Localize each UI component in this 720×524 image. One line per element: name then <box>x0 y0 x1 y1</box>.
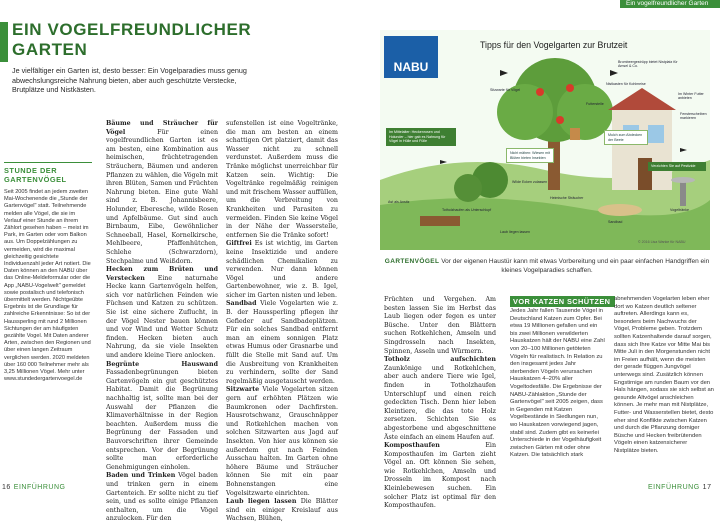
page-number-left: 16 <box>2 484 11 491</box>
title-line-2: GARTEN <box>12 40 88 59</box>
sidebar-heading <box>4 166 92 184</box>
paragraph-text: Es ist wichtig, im Garten keine Insektizide und andere schädlichen Chemikalien zu verwenden. Nur dann können Vögel und andere Gartenbewohner, wie z. B. Igel, sicher im Garten nisten und leben. <box>226 240 338 299</box>
caption-text: Vor der eigenen Haustür kann mit etwas Vorbereitung und ein paar einfachen Handgriffen ein kleines Vogelparadies schaffen. <box>439 258 710 274</box>
graphic-credit: © 2016 Lisa Wanke für NABU <box>638 240 686 244</box>
sidebar-text: Seit 2005 findet an jedem zweiten Mai-Wochenende die „Stunde der Gartenvögel" statt. Teilnehmende melden alle Vögel, die sie im Verlauf einer Stunde an ihrem Zählort gesehen haben – meist im Park, im Garten oder vom Balkon aus. Um Doppelzählungen zu vermeiden, wird die maximal gleichzeitig gesichtete Individuenzahl jeder Art notiert. Die Daten können an den NABU über das Online-Meldeformular oder die App „NABU-Vogelwelt" gemeldet sowie postalisch und telefonisch übermittelt werden. Nichtgeübte Ergebnis ist die Grundlage für zahlreiche Erkenntnisse: So ist der Haussperling mit rund 2 Millionen Sichtungen der am häufigsten gezählte Vogel. Mit Daten anderer Arten, zwischen den Regionen und über einen langen Zeitraum verglichen werden. 2020 meldeten über 160 000 Teilnehmer mehr als 3,25 Millionen Vögel. Mehr unter www.stundedergartenvoegel.de <box>4 189 91 383</box>
paragraph <box>384 296 496 356</box>
paragraph-text: Vögel baden und trinken gern in einem Gartenteich. Er sollte nicht zu tief sein, und es sollte einige Pflanzen enthalten, um die Vögel anzulocken. Für den <box>106 472 218 523</box>
paragraph <box>226 300 338 386</box>
katzen-text-right: abnehmenden Vogelarten leben eher dort wo Katzen deutlich seltener auftreten. Allerdings kann es, besonders beim Nachwuchs der Vögel, Probleme geben. Trotzdem sollten Katzenhaltende darauf sorgen, dass sich Ihre Katze vor Mitte Mai bis Mitte Juli in den Morgenstunden nicht im Freien aufhält, wenn die meisten der gerade flüggen Jungvögel unterwegs sind. Zusätzlich können Engstirnige am runden Baum vor den Hals hängen, sodass sie sich selbst an gesunde Altvögel anschleichen können. Je mehr man mit Nistplätze, Futter- und Wasserstellen bietet, desto eher sind Konflikte zwischen Katzen und durch die Pflanzung dorniger Büsche und Hecken freibrütenden Vögeln einen katzensicherer Nistplätze bieten. <box>614 296 714 454</box>
column-3 <box>384 296 496 511</box>
sidebar-heading-line-2: GARTENVÖGEL <box>4 175 67 184</box>
paragraph-lead: Sitzwarte <box>226 386 260 394</box>
label-wildeecken: Wilde Ecken zulassen <box>512 180 548 184</box>
paragraph-text: Viele Vogelarten wie z. B. der Haussperling pflegen ihr Gefieder auf Sandbadeplätzen. Für ein solches Sandbad entfernt man an einem sonnigen Platz etwas Humus oder Grasnarbe und füllt die Stelle mit Sand auf. Um die Ausbreitung von Krankheiten zu verhindern, sollte der Sand regelmäßig ausgetauscht werden. <box>226 300 338 385</box>
paragraph <box>106 472 218 524</box>
paragraph-lead: Sandbad <box>226 300 257 308</box>
paragraph <box>384 356 496 442</box>
footer-left <box>2 484 65 491</box>
graphic-caption <box>384 258 710 275</box>
column-1 <box>106 120 218 524</box>
label-nistkasten: Nistkasten für Kohlmeise <box>606 82 646 86</box>
paragraph-lead: Baden und Trinken <box>106 472 176 480</box>
katzen-text-left: Jedes Jahr fallen Tausende Vögel in Deutschland Katzen zum Opfer. Bei etwa 19 Millionen gefallen und ein bis zwei Millionen verwilderten Hauskatzen hält der NABU eine Zahl von 20–100 Millionen getöteten Vögeln für realistisch. In Relation zu den insgesamt jedes Jahr sterbenden Vögeln verursachen Hauskatzen 4–20% aller Vogeltodesfälle. Die Ergebnisse der NABU-Zählaktion „Stunde der Gartenvögel" seit 2005 zeigen, dass in Gegenden mit Katzen Vogelbestände in Siedlungen nun, wo Hauskatzen vorwiegend jagen, stabil sind. Zudem gibt es keinerlei Unterschiede in der Vogelhäufigkeit zwischen Gärten mit oder ohne Katzen. Die tatsächlich stark <box>510 308 605 459</box>
paragraph-lead: Giftfrei <box>226 240 252 248</box>
info-box-pestizide: Verzichten Sie auf Pestizide <box>648 162 706 171</box>
label-winterfutter: Im Winter Futter anbieten <box>678 92 704 101</box>
intro-paragraph: Je vielfältiger ein Garten ist, desto besser: Ein Vogelparadies muss genug abwechslungsreiche Nahrung bieten, aber auch geschützte Verstecke, Brutplätze und Nistkästen. <box>12 66 247 94</box>
paragraph <box>106 361 218 473</box>
paragraph <box>106 266 218 361</box>
label-laub: Laub liegen lassen <box>500 230 530 234</box>
sidebar-rule <box>4 162 92 163</box>
graphic-title: Tipps für den Vogelgarten zur Brutzeit <box>480 40 628 50</box>
title-line-1: EIN VOGELFREUNDLICHER <box>12 20 252 39</box>
info-box-wiesen: Nicht mähen: Wiesen mit Blüten bieten Insekten <box>506 148 554 163</box>
running-header: Ein vogelfreundlicher Garten <box>626 0 709 7</box>
label-totholz: Totholzhaufen als Unterschlupf <box>442 208 492 212</box>
bird-garden-graphic <box>380 30 710 250</box>
label-traenke: Vogeltränke <box>670 208 689 212</box>
footer-label-right: EINFÜHRUNG <box>648 484 700 491</box>
sidebar-heading-line-1: STUNDE DER <box>4 166 58 175</box>
paragraph-text: Früchten und Vergehen. Am besten lassen Sie im Herbst das Laub liegen oder fegen es unter Büsche. Unter den Blättern suchen Rotkehlchen, Amseln und Singdrosseln nach Insekten, Spinnen, Asseln und Würmern. <box>384 296 496 355</box>
label-sandbad: Sandbad <box>608 220 623 224</box>
paragraph-text: Fassadenbegrünungen bieten Gartenvögeln ein gut geschütztes Habitat. Damit die Begrünung nachhaltig ist, sollte man bei der Auswahl der Pflanzen die Klimaverhältnisse in der Region beachten. Außerdem muss die Begrünung der Fassaden und Bauvorschriften ihrer Gemeinde entsprechen. Vor der Begrünung sollte man erforderliche Genehmigungen einholen. <box>106 369 218 471</box>
label-ast: Ast als Ansitz <box>388 200 410 204</box>
page-title <box>12 20 312 60</box>
paragraph <box>106 120 218 266</box>
page-number-right: 17 <box>702 484 712 491</box>
paragraph-text: Zaunkönige und Rotkehlchen, aber auch andere Tiere wie Igel, finden in Totholzhaufen Unterschlupf und einen reich gedeckten Tisch. Denn hier leben Kleintiere, die das tote Holz zersetzen. Schichten Sie es abgestorbene und abgeschnittene Äste einfach an einem Haufen auf. <box>384 364 496 441</box>
paragraph <box>226 120 338 240</box>
sidebar-box <box>4 166 92 383</box>
paragraph-lead: Laub liegen lassen <box>226 498 297 506</box>
paragraph-text: sufenstellen ist eine Vogeltränke, die man am besten an einem schattigen Ort platziert, damit das Wasser nicht zu schnell verdunstet. Außerdem muss die Tränke möglichst unerreichbar für Katzen sein. Wichtig: Die Vogeltränke regelmäßig reinigen und mit frischem Wasser auffüllen, um die Verbreitung von Krankheiten und Parasiten zu vermeiden. Finden Sie keine Vögel in der Nähe der Wasserstelle, entfernen Sie die Tränke sofort! <box>226 120 338 239</box>
label-fenster: Fensterscheiben markieren <box>680 112 707 121</box>
paragraph-text: Für einen vogelfreundlichen Garten ist es am besten, eine Kombination aus heimischen, früchtetragenden Sträuchern, Bäumen und anderen Pflanzen zu wählen, die Vögeln mit ihren Blüten, Samen und Früchten Nahrung bieten. Eine gute Wahl sind z. B. Johannisbeere, Holunder, Eberesche, wilde Rosen und Apfelbäume. Gut sind auch Birnbaum, Eibe, Gewöhnlicher Schneeball, Hasel, Kornelkirsche, Mehlbeere, Pfaffenhütchen, Schlehe (Schwarzdorn), Stechpalme und Weißdorn. <box>106 128 218 265</box>
nabu-logo: NABU <box>384 36 438 78</box>
footer-label-left: EINFÜHRUNG <box>13 484 66 491</box>
paragraph-text: Die Blätter sind ein einiger Kreislauf aus Wachsen, Blühen, <box>226 498 338 523</box>
column-2 <box>226 120 338 524</box>
paragraph-lead: Komposthaufen <box>384 442 440 450</box>
info-box-mittelalter: Im Mittelalter: Heckenrosen und Holunder – hier gab es Nahrung für Vögel in Hülle und Fülle <box>386 128 456 146</box>
paragraph <box>226 498 338 524</box>
paragraph-lead: Hecken zum Brüten und Verstecken <box>106 266 218 282</box>
label-brombeer: Brombeergestrüpp bietet Nistplatz für Amsel & Co. <box>618 60 678 69</box>
katzen-section <box>510 296 720 459</box>
paragraph-text: Ein Komposthaufen im Garten zieht Vögel an. Oft können Sie sehen, wie Rotkehlchen, Amseln und Drosseln im Kompost nach Kleinlebewesen suchen. Ein solcher Platz ist optimal für den Komposthaufen. <box>384 442 496 510</box>
paragraph-lead: Totholz aufschichten <box>384 356 496 364</box>
paragraph <box>384 442 496 511</box>
katzen-heading: VOR KATZEN SCHÜTZEN <box>510 296 615 307</box>
label-futterstelle: Futterstelle <box>586 102 604 106</box>
label-sitzwarte: Sitzwarte für Vögel <box>490 88 521 92</box>
paragraph-lead: Bäume und Sträucher für Vögel <box>106 120 218 136</box>
paragraph-text: Viele Vogelarten sitzen gern auf erhöhten Plätzen wie Baumkronen oder Dachfirsten. Hausrotschwanz, Grauschnäpper und Rotkehlchen machen von solchen Sitzwarten aus Jagd auf Insekten. Von hier aus können sie außerdem gut nach Feinden Ausschau halten. Im Garten ohne höhere Bäume und Sträucher können Sie mit ein paar Bohnenstangen eine Vogelsitzwarte einrichten. <box>226 386 338 497</box>
caption-label: GARTENVÖGEL <box>384 258 440 265</box>
paragraph-text: Eine naturnahe Hecke kann Gartenvögeln helfen, sich vor natürlichen Feinden wie Füchsen und Katzen zu schützen. Sie ist eine sichere Zuflucht, in der Vögel Nester bauen können und vor Wind und Wetter Schutz finden. Hecken bieten auch Nahrung, da sie viele Insekten und andere kleine Tiere anlocken. <box>106 274 218 360</box>
label-straeucher: Heimische Sträucher <box>550 196 584 200</box>
title-accent-bar <box>0 22 8 62</box>
paragraph-lead: Begrünte Hauswand <box>106 360 218 368</box>
info-box-mulch: Mulch zum Abdecken der Beete <box>604 130 648 145</box>
paragraph <box>226 240 338 300</box>
paragraph <box>226 386 338 498</box>
footer-right <box>648 484 711 491</box>
